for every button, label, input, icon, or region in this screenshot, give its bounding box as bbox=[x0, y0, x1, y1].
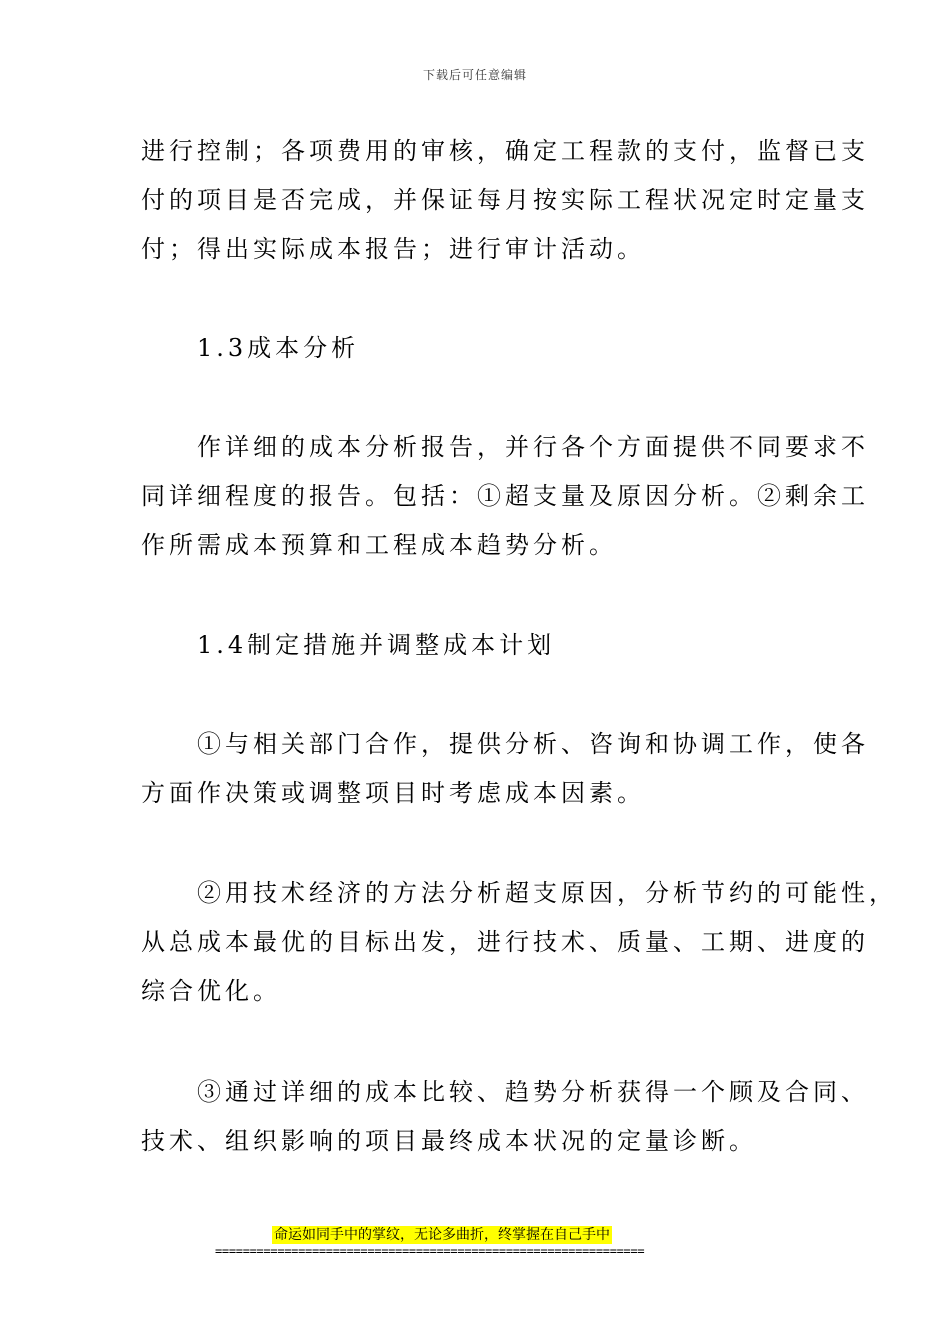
paragraph-1 bbox=[141, 127, 869, 274]
paragraph-5 bbox=[141, 1068, 869, 1166]
text-line: 进行控制；各项费用的审核，确定工程款的支付，监督已支 bbox=[141, 137, 869, 165]
heading-text: 1.3成本分析 bbox=[141, 334, 360, 362]
paragraph-4 bbox=[141, 869, 897, 1016]
paragraph-3 bbox=[141, 720, 869, 818]
paragraph-2 bbox=[141, 423, 869, 570]
section-heading-1-4 bbox=[141, 621, 831, 670]
heading-text: 1.4制定措施并调整成本计划 bbox=[141, 631, 556, 659]
page-header: 下载后可任意编辑 bbox=[422, 68, 527, 82]
text-line: 付；得出实际成本报告；进行审计活动。 bbox=[141, 235, 645, 263]
section-heading-1-3 bbox=[141, 324, 831, 373]
text-line: 同详细程度的报告。包括：①超支量及原因分析。②剩余工 bbox=[141, 482, 869, 510]
text-line: 方面作决策或调整项目时考虑成本因素。 bbox=[141, 779, 645, 807]
text-line: 技术、组织影响的项目最终成本状况的定量诊断。 bbox=[141, 1127, 757, 1155]
footer-divider: ============================================================== bbox=[215, 1244, 645, 1258]
text-line: ②用技术经济的方法分析超支原因，分析节约的可能性， bbox=[141, 879, 897, 907]
text-line: ③通过详细的成本比较、趋势分析获得一个顾及合同、 bbox=[141, 1078, 869, 1106]
footer-motto: 命运如同手中的掌纹，无论多曲折，终掌握在自己手中 bbox=[274, 1227, 610, 1243]
text-line: ①与相关部门合作，提供分析、咨询和协调工作，使各 bbox=[141, 730, 869, 758]
text-line: 作所需成本预算和工程成本趋势分析。 bbox=[141, 531, 617, 559]
text-line: 付的项目是否完成，并保证每月按实际工程状况定时定量支 bbox=[141, 186, 869, 214]
text-line: 作详细的成本分析报告，并行各个方面提供不同要求不 bbox=[141, 433, 869, 461]
text-line: 综合优化。 bbox=[141, 977, 281, 1005]
text-line: 从总成本最优的目标出发，进行技术、质量、工期、进度的 bbox=[141, 928, 869, 956]
